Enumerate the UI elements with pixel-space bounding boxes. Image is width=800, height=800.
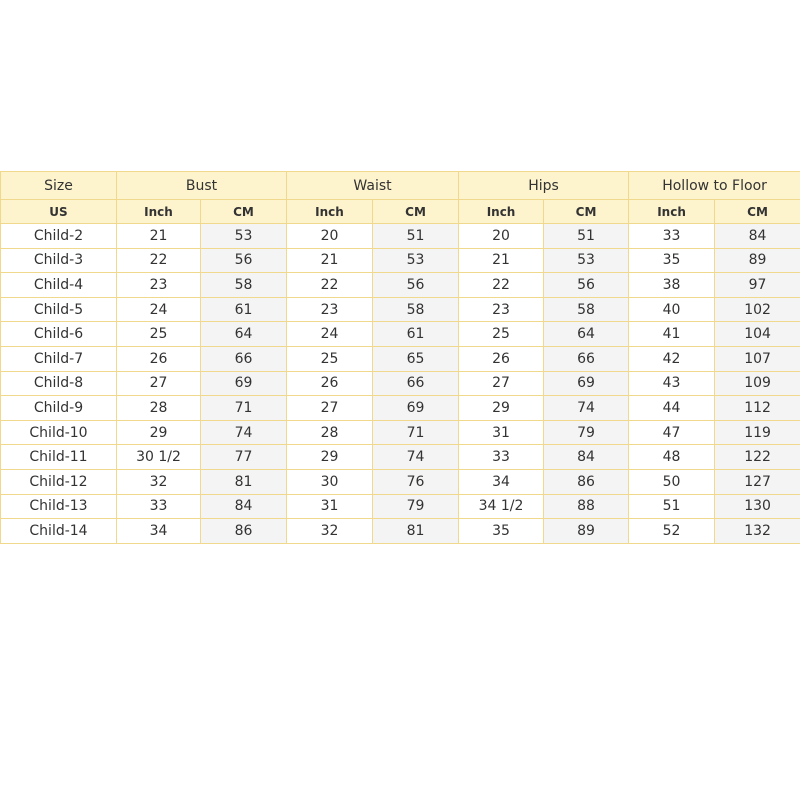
group-header-waist: Waist (287, 172, 459, 200)
cell-hips-cm: 56 (544, 273, 629, 298)
cell-hips-inch: 29 (459, 396, 544, 421)
cell-waist-inch: 32 (287, 519, 373, 544)
size-chart-table (0, 171, 800, 544)
cell-size: Child-14 (1, 519, 117, 544)
cell-bust-cm: 81 (201, 469, 287, 494)
cell-size: Child-5 (1, 297, 117, 322)
sub-header-bust-inch: Inch (117, 200, 201, 224)
group-header-row (1, 172, 800, 200)
cell-hips-cm: 79 (544, 420, 629, 445)
cell-waist-cm: 58 (373, 297, 459, 322)
cell-hollow-cm: 122 (715, 445, 800, 470)
sub-header-hips-inch: Inch (459, 200, 544, 224)
cell-hips-inch: 27 (459, 371, 544, 396)
cell-bust-inch: 22 (117, 248, 201, 273)
cell-waist-cm: 53 (373, 248, 459, 273)
cell-hips-cm: 74 (544, 396, 629, 421)
cell-bust-inch: 23 (117, 273, 201, 298)
cell-hollow-inch: 52 (629, 519, 715, 544)
cell-hollow-inch: 50 (629, 469, 715, 494)
cell-waist-cm: 56 (373, 273, 459, 298)
table-row (1, 420, 800, 445)
cell-waist-cm: 79 (373, 494, 459, 519)
sub-header-row (1, 200, 800, 224)
cell-hips-inch: 25 (459, 322, 544, 347)
sub-header-hollow-inch: Inch (629, 200, 715, 224)
cell-hollow-inch: 51 (629, 494, 715, 519)
cell-size: Child-6 (1, 322, 117, 347)
cell-hollow-inch: 47 (629, 420, 715, 445)
cell-bust-inch: 32 (117, 469, 201, 494)
cell-bust-cm: 71 (201, 396, 287, 421)
cell-hips-inch: 34 1/2 (459, 494, 544, 519)
group-header-hips: Hips (459, 172, 629, 200)
sub-header-us: US (1, 200, 117, 224)
cell-hollow-inch: 48 (629, 445, 715, 470)
sub-header-hips-cm: CM (544, 200, 629, 224)
cell-bust-cm: 53 (201, 224, 287, 249)
table-row (1, 469, 800, 494)
cell-waist-inch: 22 (287, 273, 373, 298)
cell-hips-cm: 64 (544, 322, 629, 347)
cell-waist-inch: 24 (287, 322, 373, 347)
cell-waist-cm: 66 (373, 371, 459, 396)
cell-waist-inch: 21 (287, 248, 373, 273)
sub-header-waist-cm: CM (373, 200, 459, 224)
cell-size: Child-7 (1, 346, 117, 371)
cell-hips-inch: 31 (459, 420, 544, 445)
cell-size: Child-9 (1, 396, 117, 421)
table-row (1, 445, 800, 470)
cell-bust-cm: 61 (201, 297, 287, 322)
cell-waist-inch: 25 (287, 346, 373, 371)
cell-bust-cm: 66 (201, 346, 287, 371)
cell-bust-inch: 29 (117, 420, 201, 445)
table-row (1, 224, 800, 249)
table-row (1, 519, 800, 544)
cell-hollow-inch: 43 (629, 371, 715, 396)
cell-waist-cm: 65 (373, 346, 459, 371)
sub-header-waist-inch: Inch (287, 200, 373, 224)
cell-bust-inch: 27 (117, 371, 201, 396)
cell-hollow-inch: 35 (629, 248, 715, 273)
table-row (1, 273, 800, 298)
cell-hollow-cm: 132 (715, 519, 800, 544)
cell-hollow-cm: 127 (715, 469, 800, 494)
cell-size: Child-11 (1, 445, 117, 470)
cell-hips-cm: 53 (544, 248, 629, 273)
cell-hollow-inch: 40 (629, 297, 715, 322)
cell-bust-inch: 34 (117, 519, 201, 544)
cell-bust-cm: 86 (201, 519, 287, 544)
sub-header-bust-cm: CM (201, 200, 287, 224)
cell-hips-inch: 23 (459, 297, 544, 322)
cell-bust-inch: 30 1/2 (117, 445, 201, 470)
cell-size: Child-2 (1, 224, 117, 249)
cell-bust-cm: 56 (201, 248, 287, 273)
cell-bust-inch: 28 (117, 396, 201, 421)
cell-hollow-inch: 44 (629, 396, 715, 421)
cell-hollow-cm: 130 (715, 494, 800, 519)
cell-waist-inch: 28 (287, 420, 373, 445)
cell-hollow-cm: 109 (715, 371, 800, 396)
cell-hollow-inch: 33 (629, 224, 715, 249)
cell-hips-cm: 88 (544, 494, 629, 519)
cell-waist-inch: 27 (287, 396, 373, 421)
cell-waist-cm: 69 (373, 396, 459, 421)
cell-waist-inch: 23 (287, 297, 373, 322)
cell-hips-cm: 86 (544, 469, 629, 494)
cell-hips-cm: 84 (544, 445, 629, 470)
cell-size: Child-3 (1, 248, 117, 273)
cell-waist-inch: 20 (287, 224, 373, 249)
cell-hollow-cm: 97 (715, 273, 800, 298)
cell-hollow-inch: 38 (629, 273, 715, 298)
cell-hips-inch: 21 (459, 248, 544, 273)
cell-size: Child-8 (1, 371, 117, 396)
cell-waist-cm: 51 (373, 224, 459, 249)
cell-bust-cm: 69 (201, 371, 287, 396)
cell-waist-cm: 71 (373, 420, 459, 445)
sub-header-hollow-cm: CM (715, 200, 800, 224)
cell-hips-inch: 26 (459, 346, 544, 371)
cell-hips-inch: 22 (459, 273, 544, 298)
cell-hips-inch: 20 (459, 224, 544, 249)
cell-hips-cm: 51 (544, 224, 629, 249)
cell-hips-cm: 66 (544, 346, 629, 371)
cell-bust-cm: 64 (201, 322, 287, 347)
cell-waist-inch: 30 (287, 469, 373, 494)
cell-waist-inch: 26 (287, 371, 373, 396)
cell-bust-cm: 74 (201, 420, 287, 445)
cell-waist-cm: 61 (373, 322, 459, 347)
cell-hollow-cm: 107 (715, 346, 800, 371)
cell-waist-inch: 29 (287, 445, 373, 470)
group-header-size: Size (1, 172, 117, 200)
cell-hollow-inch: 41 (629, 322, 715, 347)
cell-hollow-cm: 112 (715, 396, 800, 421)
table-row (1, 396, 800, 421)
table-row (1, 494, 800, 519)
table-row (1, 346, 800, 371)
cell-waist-inch: 31 (287, 494, 373, 519)
cell-hollow-cm: 119 (715, 420, 800, 445)
table-row (1, 322, 800, 347)
cell-hips-inch: 34 (459, 469, 544, 494)
cell-hips-cm: 69 (544, 371, 629, 396)
cell-hips-inch: 35 (459, 519, 544, 544)
cell-size: Child-12 (1, 469, 117, 494)
cell-size: Child-13 (1, 494, 117, 519)
group-header-hollow-to-floor: Hollow to Floor (629, 172, 800, 200)
cell-bust-inch: 26 (117, 346, 201, 371)
cell-waist-cm: 81 (373, 519, 459, 544)
cell-hips-inch: 33 (459, 445, 544, 470)
group-header-bust: Bust (117, 172, 287, 200)
cell-bust-inch: 25 (117, 322, 201, 347)
cell-bust-cm: 77 (201, 445, 287, 470)
cell-hollow-cm: 102 (715, 297, 800, 322)
cell-waist-cm: 74 (373, 445, 459, 470)
table-row (1, 297, 800, 322)
cell-hollow-cm: 104 (715, 322, 800, 347)
cell-bust-inch: 21 (117, 224, 201, 249)
table-row (1, 248, 800, 273)
cell-waist-cm: 76 (373, 469, 459, 494)
cell-bust-cm: 84 (201, 494, 287, 519)
cell-size: Child-10 (1, 420, 117, 445)
cell-hollow-inch: 42 (629, 346, 715, 371)
cell-bust-inch: 24 (117, 297, 201, 322)
cell-hips-cm: 58 (544, 297, 629, 322)
cell-size: Child-4 (1, 273, 117, 298)
cell-bust-inch: 33 (117, 494, 201, 519)
table-row (1, 371, 800, 396)
cell-hollow-cm: 84 (715, 224, 800, 249)
cell-hips-cm: 89 (544, 519, 629, 544)
size-chart-body (1, 224, 800, 544)
cell-hollow-cm: 89 (715, 248, 800, 273)
cell-bust-cm: 58 (201, 273, 287, 298)
